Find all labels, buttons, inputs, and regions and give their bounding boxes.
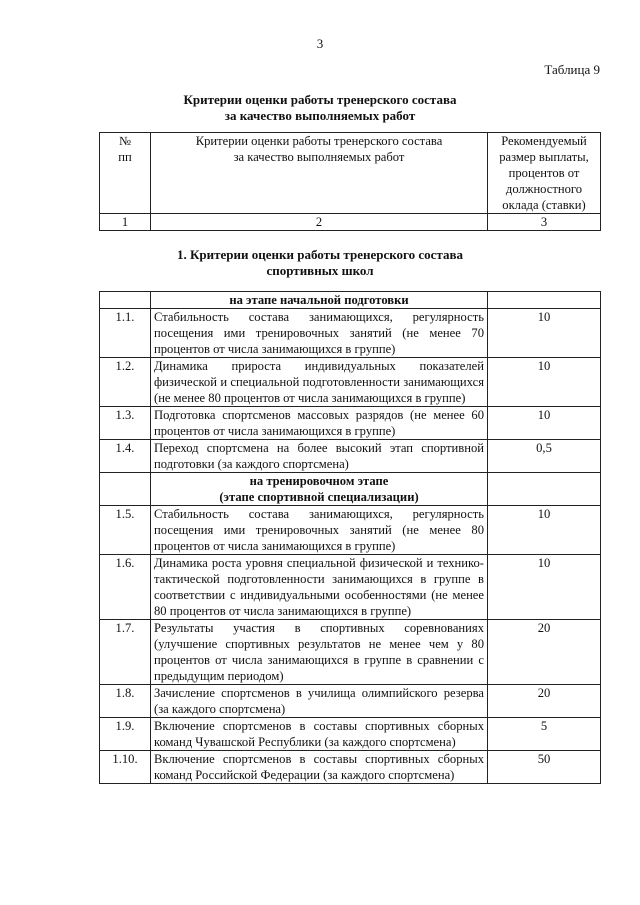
header-text: оклада (ставки) — [502, 198, 586, 212]
group-heading-row — [100, 473, 601, 506]
section-title-line: спортивных школ — [266, 263, 374, 278]
table-label: Таблица 9 — [544, 62, 600, 77]
group-heading-line: на этапе начальной подготовки — [229, 293, 409, 307]
row-criterion: Стабильность состава занимающихся, регулярность посещения ими тренировочных занятий (не менее 80 процентов от числа занимающихся в группе) — [151, 506, 488, 555]
row-criterion: Стабильность состава занимающихся, регулярность посещения ими тренировочных занятий (не менее 70 процентов от числа занимающихся в группе) — [151, 309, 488, 358]
header-text: пп — [118, 150, 132, 164]
column-number: 3 — [488, 214, 601, 231]
row-value: 10 — [488, 506, 601, 555]
title-line: Критерии оценки работы тренерского состава — [183, 92, 457, 107]
table-row — [100, 407, 601, 440]
table-row — [100, 555, 601, 620]
section-title-line: 1. Критерии оценки работы тренерского состава — [177, 247, 463, 262]
page-number: 3 — [316, 36, 324, 51]
column-number-row — [100, 214, 601, 231]
table-row — [100, 718, 601, 751]
row-value: 20 — [488, 620, 601, 685]
header-text: должностного — [505, 182, 583, 196]
row-number: 1.7. — [100, 620, 151, 685]
row-criterion: Включение спортсменов в составы спортивных сборных команд Российской Федерации (за каждого спортсмена) — [151, 751, 488, 784]
row-value: 20 — [488, 685, 601, 718]
empty-cell — [100, 292, 151, 309]
row-number: 1.5. — [100, 506, 151, 555]
row-criterion: Динамика роста уровня специальной физической и технико-тактической подготовленности занимающихся в группе в соответствии с индивидуальными особенностями (не менее 80 процентов от числа занимающихся в группе) — [151, 555, 488, 620]
row-number: 1.8. — [100, 685, 151, 718]
row-value: 10 — [488, 407, 601, 440]
table-row — [100, 620, 601, 685]
table-row — [100, 685, 601, 718]
row-criterion: Динамика прироста индивидуальных показателей физической и специальной подготовленности занимающихся (не менее 80 процентов от числа занимающихся в группе) — [151, 358, 488, 407]
empty-cell — [488, 473, 601, 506]
row-number: 1.10. — [100, 751, 151, 784]
title-line: за качество выполняемых работ — [224, 108, 416, 123]
row-value: 5 — [488, 718, 601, 751]
row-value: 10 — [488, 358, 601, 407]
table-row — [100, 358, 601, 407]
document-title — [0, 92, 640, 124]
empty-cell — [488, 292, 601, 309]
row-number: 1.4. — [100, 440, 151, 473]
row-criterion: Подготовка спортсменов массовых разрядов (не менее 60 процентов от числа занимающихся в группе) — [151, 407, 488, 440]
table-row — [100, 506, 601, 555]
group-heading — [151, 473, 488, 506]
group-heading-line: (этапе спортивной специализации) — [219, 490, 419, 504]
header-text: Критерии оценки работы тренерского состава — [195, 134, 443, 148]
empty-cell — [100, 473, 151, 506]
header-row — [100, 133, 601, 214]
row-value: 0,5 — [488, 440, 601, 473]
row-criterion: Включение спортсменов в составы спортивных сборных команд Чувашской Республики (за каждого спортсмена) — [151, 718, 488, 751]
row-number: 1.1. — [100, 309, 151, 358]
row-number: 1.6. — [100, 555, 151, 620]
row-criterion: Переход спортсмена на более высокий этап спортивной подготовки (за каждого спортсмена) — [151, 440, 488, 473]
group-heading-line: на тренировочном этапе — [249, 474, 389, 488]
column-number: 2 — [151, 214, 488, 231]
table-row — [100, 309, 601, 358]
header-number-cell — [100, 133, 151, 214]
table-row — [100, 440, 601, 473]
header-payment-cell — [488, 133, 601, 214]
row-value: 10 — [488, 555, 601, 620]
row-number: 1.9. — [100, 718, 151, 751]
group-heading — [151, 292, 488, 309]
header-text: № — [118, 134, 132, 148]
row-value: 50 — [488, 751, 601, 784]
header-criteria-cell — [151, 133, 488, 214]
group-heading-row — [100, 292, 601, 309]
header-text: Рекомендуемый — [501, 134, 587, 148]
header-text: процентов от — [508, 166, 580, 180]
row-number: 1.3. — [100, 407, 151, 440]
row-value: 10 — [488, 309, 601, 358]
section-title — [0, 247, 640, 279]
criteria-table — [99, 291, 601, 784]
row-criterion: Зачисление спортсменов в училища олимпийского резерва (за каждого спортсмена) — [151, 685, 488, 718]
header-text: за качество выполняемых работ — [233, 150, 405, 164]
header-table — [99, 132, 601, 231]
table-row — [100, 751, 601, 784]
row-number: 1.2. — [100, 358, 151, 407]
header-text: размер выплаты, — [499, 150, 589, 164]
row-criterion: Результаты участия в спортивных соревнованиях (улучшение спортивных результатов не менее чем у 80 процентов от числа занимающихся в группе в сравнении с предыдущим периодом) — [151, 620, 488, 685]
column-number: 1 — [100, 214, 151, 231]
